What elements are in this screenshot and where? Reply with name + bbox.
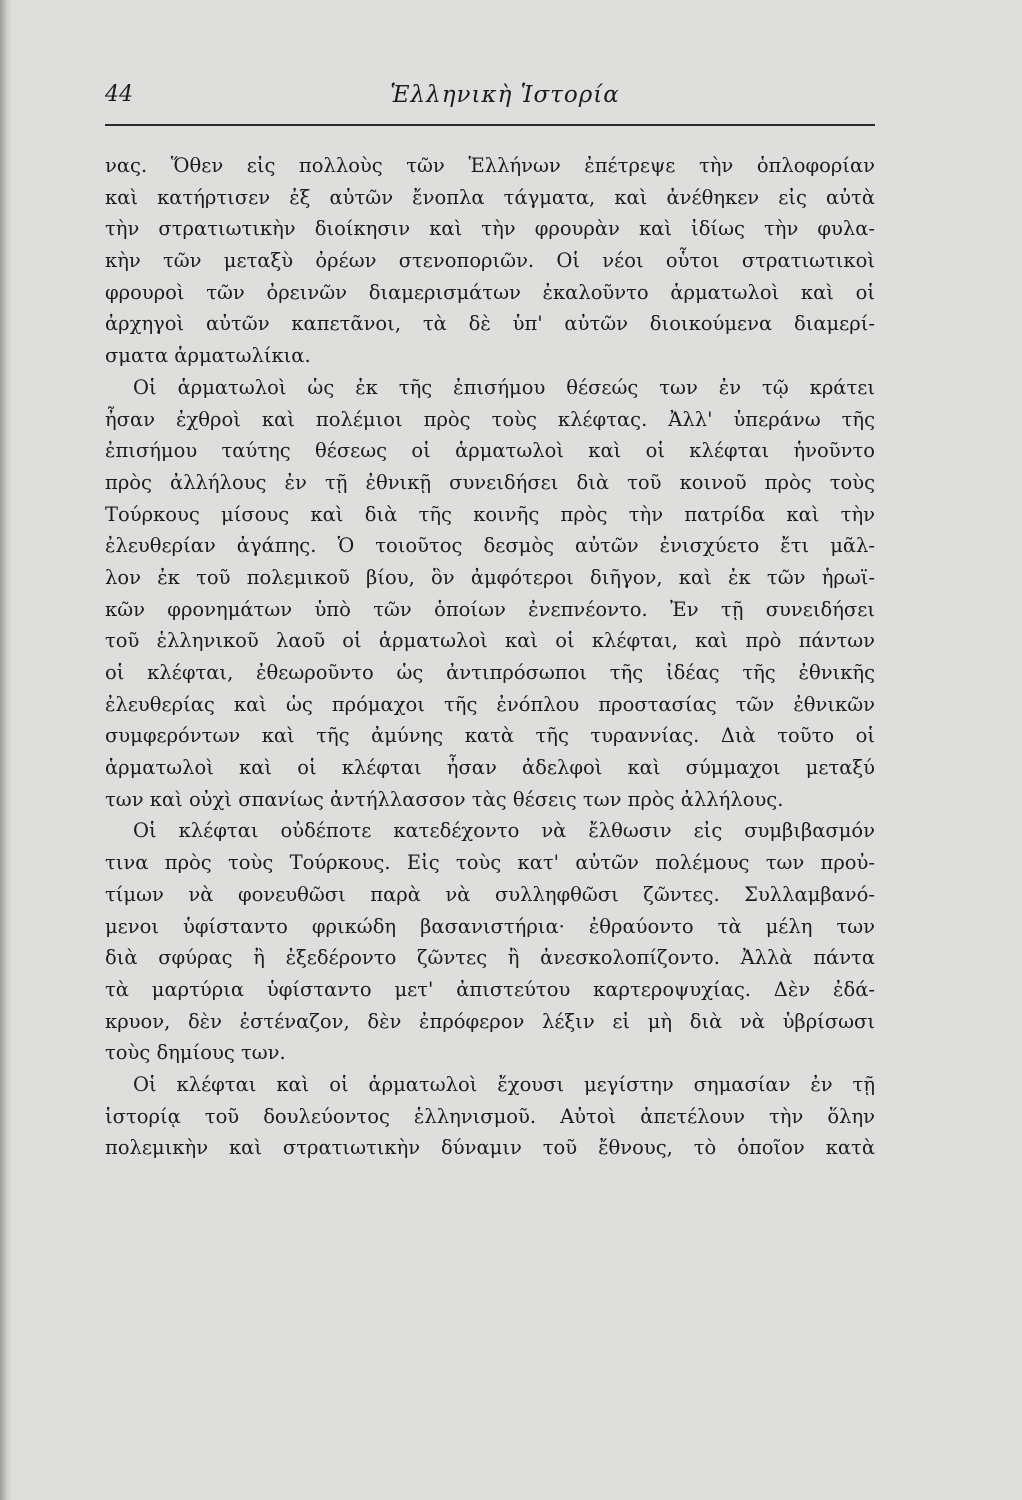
text-line: νας. Ὅθεν εἰς πολλοὺς τῶν Ἑλλήνων ἐπέτρεψε τὴν ὁπλοφορίαν (105, 154, 875, 177)
text-line: ἐπισήμου ταύτης θέσεως οἱ ἁρματωλοὶ καὶ οἱ κλέφται ἡνοῦντο (105, 439, 875, 463)
text-line: Οἱ κλέφται καὶ οἱ ἁρματωλοὶ ἔχουσι μεγίστην σημασίαν ἐν τῇ (133, 1072, 875, 1096)
text-line: Οἱ κλέφται οὐδέποτε κατεδέχοντο νὰ ἔλθωσιν εἰς συμβιβασμόν (133, 819, 875, 843)
text-line: διὰ σφύρας ἢ ἐξεδέροντο ζῶντες ἢ ἀνεσκολοπίζοντο. Ἀλλὰ πάντα (105, 946, 875, 970)
text-line: Οἱ ἁρματωλοὶ ὡς ἐκ τῆς ἐπισήμου θέσεώς των ἐν τῷ κράτει (133, 375, 875, 399)
text-line: κρυον, δὲν ἐστέναζον, δὲν ἐπρόφερον λέξιν εἰ μὴ διὰ νὰ ὑβρίσωσι (105, 1009, 875, 1033)
body-text (105, 150, 875, 1164)
text-line: ἱστορίᾳ τοῦ δουλεύοντος ἑλληνισμοῦ. Αὐτοὶ ἀπετέλουν τὴν ὅλην (105, 1104, 875, 1128)
text-line: τινα πρὸς τοὺς Τούρκους. Εἰς τοὺς κατ' αὐτῶν πολέμους των προὐ- (105, 851, 875, 875)
text-line: ἐλευθερίαν ἀγάπης. Ὁ τοιοῦτος δεσμὸς αὐτῶν ἐνισχύετο ἔτι μᾶλ- (105, 534, 875, 558)
page-header (105, 82, 875, 122)
text-line: πολεμικὴν καὶ στρατιωτικὴν δύναμιν τοῦ ἔθνους, τὸ ὁποῖον κατὰ (105, 1136, 875, 1160)
text-line: των καὶ οὐχὶ σπανίως ἀντήλλασσον τὰς θέσεις των πρὸς ἀλλήλους. (105, 787, 784, 811)
text-line: τοῦ ἑλληνικοῦ λαοῦ οἱ ἁρματωλοὶ καὶ οἱ κλέφται, καὶ πρὸ πάντων (105, 629, 875, 653)
text-line: οἱ κλέφται, ἐθεωροῦντο ὡς ἀντιπρόσωποι τῆς ἰδέας τῆς ἐθνικῆς (105, 661, 875, 684)
text-line: τοὺς δημίους των. (105, 1041, 286, 1065)
text-line: τίμων νὰ φονευθῶσι παρὰ νὰ συλληφθῶσι ζῶντες. Συλλαμβανό- (105, 882, 875, 906)
text-line: πρὸς ἀλλήλους ἐν τῇ ἐθνικῇ συνειδήσει διὰ τοῦ κοινοῦ πρὸς τοὺς (105, 470, 875, 494)
text-line: κῶν φρονημάτων ὑπὸ τῶν ὁποίων ἐνεπνέοντο. Ἐν τῇ συνειδήσει (105, 597, 875, 621)
text-line: τὰ μαρτύρια ὑφίσταντο μετ' ἀπιστεύτου καρτεροψυχίας. Δὲν ἐδά- (105, 977, 875, 1001)
text-line: τὴν στρατιωτικὴν διοίκησιν καὶ τὴν φρουρὰν καὶ ἰδίως τὴν φυλα- (105, 217, 875, 241)
text-line: σματα ἁρματωλίκια. (105, 344, 311, 368)
text-line: ἀρχηγοὶ αὐτῶν καπετᾶνοι, τὰ δὲ ὑπ' αὐτῶν διοικούμενα διαμερί- (105, 312, 875, 336)
text-line: ἐλευθερίας καὶ ὡς πρόμαχοι τῆς ἐνόπλου προστασίας τῶν ἐθνικῶν (105, 692, 875, 716)
text-line: φρουροὶ τῶν ὀρεινῶν διαμερισμάτων ἐκαλοῦντο ἁρματωλοὶ καὶ οἱ (105, 280, 875, 304)
text-line: ἁρματωλοὶ καὶ οἱ κλέφται ἦσαν ἀδελφοὶ καὶ σύμμαχοι μεταξύ (105, 756, 875, 780)
header-rule (105, 124, 875, 126)
running-title: Ἑλληνικὴ Ἱστορία (390, 82, 620, 108)
page-edge-shadow (0, 0, 12, 1500)
text-line: ἦσαν ἐχθροὶ καὶ πολέμιοι πρὸς τοὺς κλέφτας. Ἀλλ' ὑπεράνω τῆς (105, 407, 875, 431)
text-line: Τούρκους μίσους καὶ διὰ τῆς κοινῆς πρὸς τὴν πατρίδα καὶ τὴν (105, 502, 875, 526)
page-number: 44 (105, 82, 133, 107)
text-line: κὴν τῶν μεταξὺ ὀρέων στενοποριῶν. Οἱ νέοι οὗτοι στρατιωτικοὶ (105, 249, 875, 273)
text-line: λον ἐκ τοῦ πολεμικοῦ βίου, ὃν ἀμφότεροι διῆγον, καὶ ἐκ τῶν ἡρωϊ- (105, 565, 875, 589)
text-line: μενοι ὑφίσταντο φρικώδη βασανιστήρια· ἐθραύοντο τὰ μέλη των (105, 914, 875, 938)
text-line: καὶ κατήρτισεν ἐξ αὐτῶν ἔνοπλα τάγματα, καὶ ἀνέθηκεν εἰς αὐτὰ (105, 185, 875, 209)
text-line: συμφερόντων καὶ τῆς ἀμύνης κατὰ τῆς τυραννίας. Διὰ τοῦτο οἱ (105, 724, 875, 748)
